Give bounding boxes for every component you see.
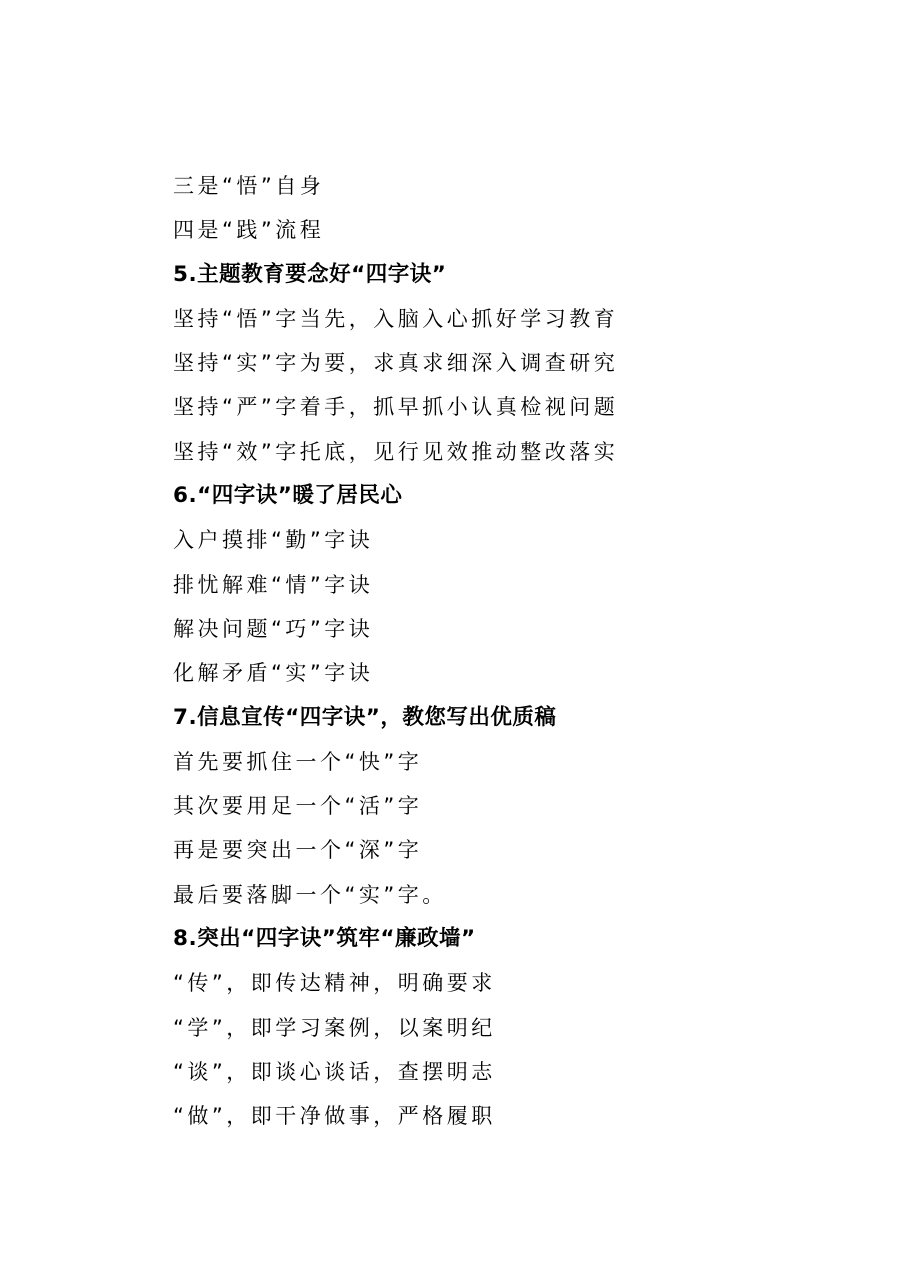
text-line: 坚持“实”字为要，求真求细深入调查研究: [173, 351, 619, 376]
text-line: 化解矛盾“实”字诀: [173, 661, 374, 686]
text-line: 首先要抓住一个“快”字: [173, 749, 423, 774]
text-line: 排忧解难“情”字诀: [173, 572, 374, 597]
text-line: 再是要突出一个“深”字: [173, 838, 423, 863]
text-line: “传”，即传达精神，明确要求: [173, 971, 496, 996]
section-heading: 5.主题教育要念好“四字诀”: [173, 261, 447, 287]
text-line: 坚持“严”字着手，抓早抓小认真检视问题: [173, 395, 619, 420]
text-line: 坚持“效”字托底，见行见效推动整改落实: [173, 439, 619, 464]
text-line: “谈”，即谈心谈话，查摆明志: [173, 1059, 496, 1084]
section-heading: 7.信息宣传“四字诀”，教您写出优质稿: [173, 704, 557, 730]
text-line: “学”，即学习案例，以案明纪: [173, 1015, 496, 1040]
text-line: 其次要用足一个“活”字: [173, 794, 423, 819]
document-body: [173, 164, 873, 1139]
text-line: “做”，即干净做事，严格履职: [173, 1104, 496, 1129]
text-line: 入户摸排“勤”字诀: [173, 528, 374, 553]
text-line: 最后要落脚一个“实”字。: [173, 882, 447, 907]
section-heading: 8.突出“四字诀”筑牢“廉政墙”: [173, 926, 476, 952]
section-heading: 6.“四字诀”暖了居民心: [173, 483, 403, 509]
text-line: 解决问题“巧”字诀: [173, 616, 374, 641]
text-line: 坚持“悟”字当先，入脑入心抓好学习教育: [173, 306, 619, 331]
text-line: 三是“悟”自身: [173, 174, 325, 198]
text-line: 四是“践”流程: [173, 218, 325, 243]
